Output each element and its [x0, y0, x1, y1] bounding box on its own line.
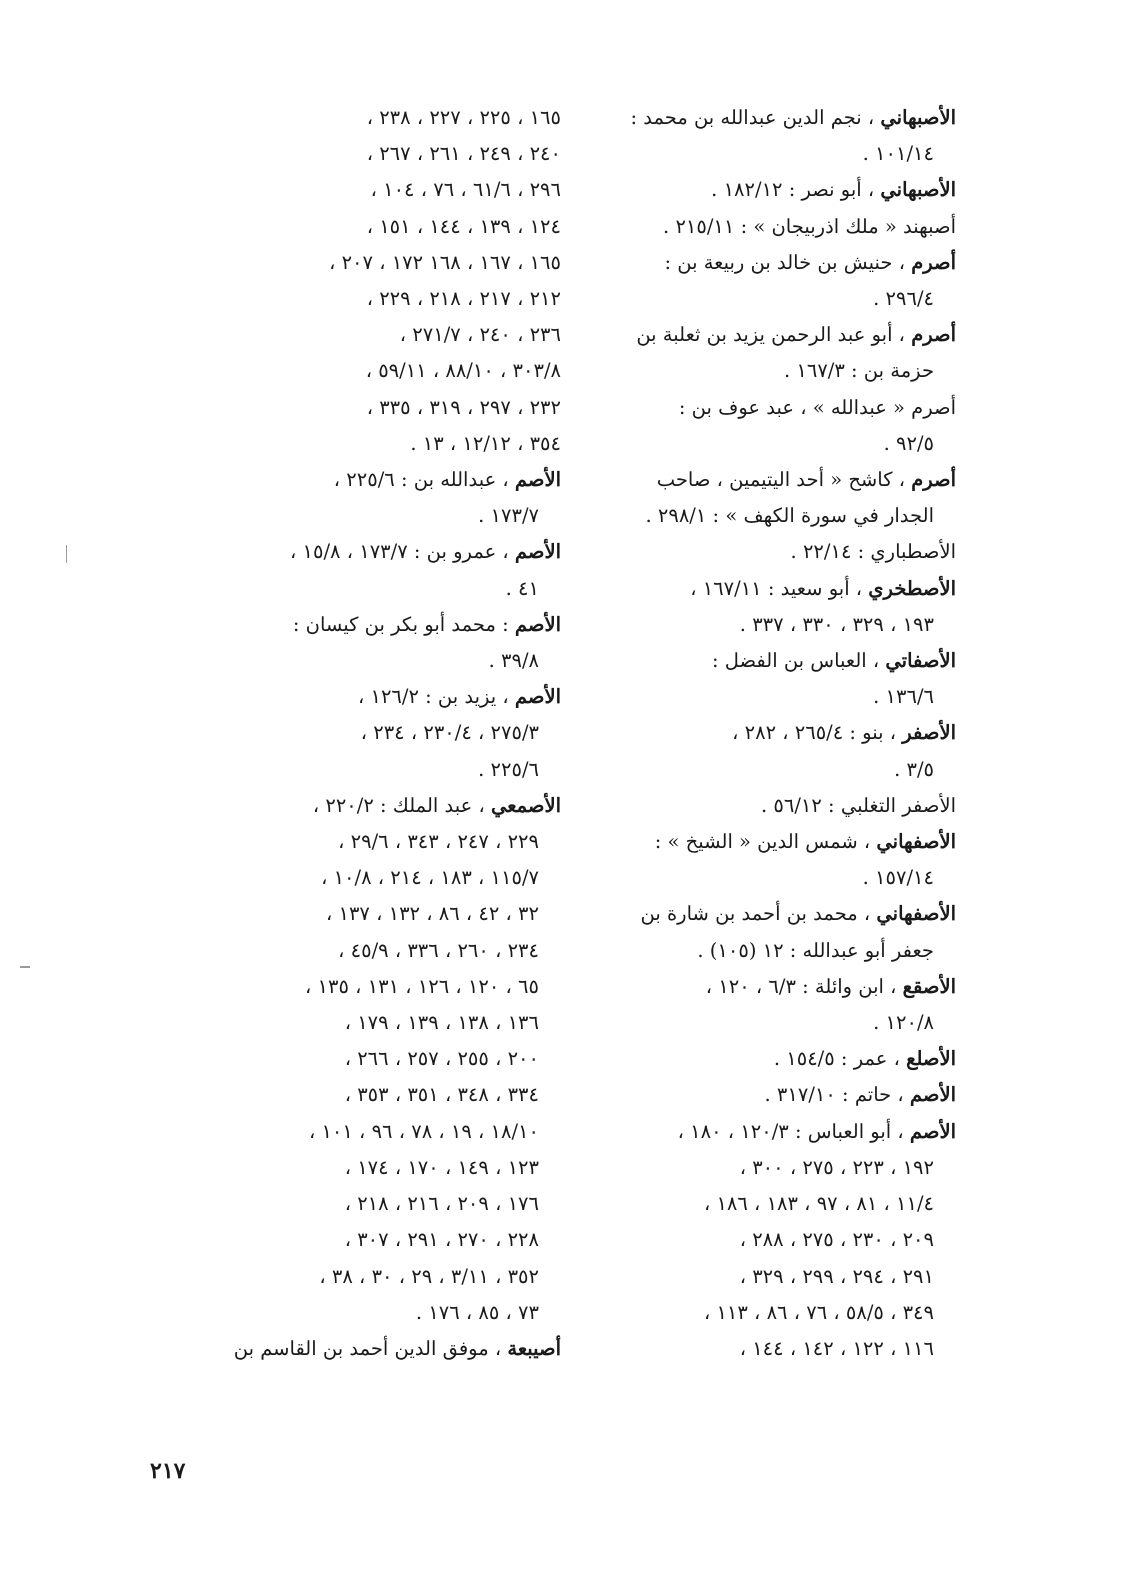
- entry-headword: الأصم: [909, 1119, 956, 1143]
- entry-line: [223, 136, 561, 172]
- entry-text: ٢٢٥/٦ .: [478, 757, 539, 781]
- entry-text: الأصفر التغلبي : ٥٦/١٢ .: [760, 793, 956, 817]
- index-entry: [223, 607, 561, 679]
- entry-text: ، عمرو بن : ١٧٣/٧ ، ١٥/٨ ،: [290, 540, 515, 564]
- entry-headword: الأصفر: [902, 721, 956, 745]
- entry-text: ١٩٣ ، ٣٢٩ ، ٣٣٠ ، ٣٣٧ .: [739, 612, 934, 636]
- entry-text: ، محمد بن أحمد بن شارة بن: [640, 902, 877, 926]
- entry-text: ٢١٢ ، ٢١٧ ، ٢١٨ ، ٢٢٩ ،: [366, 287, 561, 311]
- entry-line: [223, 1150, 561, 1186]
- entry-line: [611, 534, 956, 570]
- index-entry: [223, 534, 561, 606]
- entry-text: ، عبدالله بن : ٢٢٥/٦ ،: [333, 468, 515, 492]
- entry-line: [223, 896, 561, 932]
- index-entry: [611, 209, 956, 245]
- entry-headword: أصيبعة: [507, 1336, 561, 1360]
- entry-headword: الأصبهاني: [880, 178, 956, 202]
- entry-headword: أصرم: [911, 250, 956, 274]
- entry-line: [223, 1259, 561, 1295]
- index-entry: [223, 1331, 561, 1367]
- entry-line: [611, 1295, 956, 1331]
- entry-line: [223, 1186, 561, 1222]
- entry-headword: الأصفهاني: [876, 902, 956, 926]
- entry-line: [611, 172, 956, 208]
- entry-line: [223, 317, 561, 353]
- entry-headword: الأصمعي: [490, 793, 561, 817]
- entry-headword: الأصم: [514, 540, 561, 564]
- entry-line: [223, 824, 561, 860]
- entry-line: [223, 788, 561, 824]
- entry-text: ١٨/١٠ ، ١٩ ، ٧٨ ، ٩٦ ، ١٠١ ،: [308, 1119, 539, 1143]
- index-entry: [611, 824, 956, 896]
- entry-line: [223, 390, 561, 426]
- entry-text: ، العباس بن الفضل :: [711, 649, 886, 673]
- entry-line: [611, 679, 956, 715]
- entry-line: [611, 498, 956, 534]
- entry-text: ٧٣ ، ٨٥ ، ١٧٦ .: [415, 1300, 539, 1324]
- entry-line: [611, 1005, 956, 1041]
- entry-text: ٣/٥ .: [894, 757, 934, 781]
- scan-speck: [20, 966, 30, 968]
- right-column: [611, 100, 956, 1367]
- entry-line: [611, 136, 956, 172]
- entry-line: [223, 1041, 561, 1077]
- entry-line: [611, 643, 956, 679]
- entry-text: حزمة بن : ١٦٧/٣ .: [783, 359, 934, 383]
- entry-headword: الأصفاتي: [885, 649, 956, 673]
- index-entry: [223, 679, 561, 788]
- entry-line: [611, 1150, 956, 1186]
- entry-line: [611, 426, 956, 462]
- index-entry: [223, 788, 561, 1331]
- index-entry: [611, 534, 956, 570]
- entry-text: ، كاشح « أحد اليتيمين ، صاحب: [656, 468, 912, 492]
- index-entry: [611, 1077, 956, 1113]
- entry-line: [611, 209, 956, 245]
- entry-text: جعفر أبو عبدالله : ١٢ (١٠٥) .: [697, 938, 934, 962]
- index-entry: [611, 317, 956, 389]
- entry-line: [223, 1114, 561, 1150]
- entry-line: [223, 969, 561, 1005]
- entry-line: [223, 172, 561, 208]
- entry-line: [223, 281, 561, 317]
- entry-text: ١٥٧/١٤ .: [862, 866, 934, 890]
- entry-text: ٣٥٤ ، ١٢/١٢ ، ١٣ .: [410, 431, 561, 455]
- entry-line: [611, 969, 956, 1005]
- entry-text: ١١٥/٧ ، ١٨٣ ، ٢١٤ ، ١٠/٨ ،: [321, 866, 539, 890]
- entry-line: [223, 1295, 561, 1331]
- entry-text: ٤١ .: [505, 576, 539, 600]
- entry-line: [223, 933, 561, 969]
- entry-text: ، أبو عبد الرحمن يزيد بن ثعلبة بن: [636, 323, 912, 347]
- entry-headword: الأصم: [514, 685, 561, 709]
- entry-line: [611, 715, 956, 751]
- entry-line: [223, 571, 561, 607]
- entry-text: ٣٠٣/٨ ، ٨٨/١٠ ، ٥٩/١١ ،: [365, 359, 561, 383]
- entry-text: ٣٩/٨ .: [488, 649, 539, 673]
- entry-line: [611, 607, 956, 643]
- entry-text: ٢٠٠ ، ٢٥٥ ، ٢٥٧ ، ٢٦٦ ،: [344, 1047, 539, 1071]
- index-entry: [611, 715, 956, 787]
- entry-text: ، عبد الملك : ٢٢٠/٢ ،: [312, 793, 491, 817]
- scan-speck: [66, 545, 67, 563]
- entry-line: [223, 715, 561, 751]
- entry-line: [223, 1222, 561, 1258]
- entry-line: [611, 1077, 956, 1113]
- entry-line: [611, 860, 956, 896]
- entry-text: ١٦٥ ، ١٦٧ ، ١٦٨ ١٧٢ ، ٢٠٧ ،: [329, 250, 561, 274]
- entry-line: [223, 100, 561, 136]
- entry-text: أصرم « عبدالله » ، عبد عوف بن :: [678, 395, 956, 419]
- entry-text: ٣٣٤ ، ٣٤٨ ، ٣٥١ ، ٣٥٣ ،: [344, 1083, 539, 1107]
- entry-text: ١٠١/١٤ .: [862, 142, 934, 166]
- index-entry-continuation: [223, 100, 561, 462]
- entry-headword: الأصم: [909, 1083, 956, 1107]
- entry-line: [223, 209, 561, 245]
- entry-text: ٢٧٥/٣ ، ٢٣٠/٤ ، ٢٣٤ ،: [360, 721, 539, 745]
- entry-line: [611, 824, 956, 860]
- entry-line: [223, 860, 561, 896]
- entry-text: ١٢٤ ، ١٣٩ ، ١٤٤ ، ١٥١ ،: [366, 214, 561, 238]
- entry-text: ٦٥ ، ١٢٠ ، ١٢٦ ، ١٣١ ، ١٣٥ ،: [305, 974, 539, 998]
- index-entry: [223, 462, 561, 534]
- entry-text: ٢٠٩ ، ٢٣٠ ، ٢٧٥ ، ٢٨٨ ،: [739, 1228, 934, 1252]
- entry-headword: الأصلع: [906, 1047, 956, 1071]
- entry-text: : محمد أبو بكر بن كيسان :: [292, 612, 515, 636]
- entry-text: ، عمر : ١٥٤/٥ .: [773, 1047, 907, 1071]
- entry-text: ١٧٣/٧ .: [478, 504, 539, 528]
- entry-text: ، بنو : ٢٦٥/٤ ، ٢٨٢ ،: [732, 721, 903, 745]
- entry-text: ٢٩١ ، ٢٩٤ ، ٢٩٩ ، ٣٢٩ ،: [739, 1264, 934, 1288]
- entry-line: [611, 571, 956, 607]
- index-entry: [611, 896, 956, 968]
- entry-line: [611, 933, 956, 969]
- entry-text: ، ابن وائلة : ٦/٣ ، ١٢٠ ،: [705, 974, 903, 998]
- entry-line: [611, 317, 956, 353]
- entry-text: ٢٣٦ ، ٢٤٠ ، ٢٧١/٧ ،: [399, 323, 561, 347]
- entry-line: [611, 788, 956, 824]
- entry-text: ٩٢/٥ .: [883, 431, 934, 455]
- entry-text: ٢٢٩ ، ٢٤٧ ، ٣٤٣ ، ٢٩/٦ ،: [338, 830, 539, 854]
- entry-line: [611, 353, 956, 389]
- index-entry: [611, 390, 956, 462]
- index-entry: [611, 571, 956, 643]
- entry-text: ٣٥٢ ، ٣/١١ ، ٢٩ ، ٣٠ ، ٣٨ ،: [319, 1264, 539, 1288]
- entry-line: [223, 752, 561, 788]
- entry-text: ٢٢٨ ، ٢٧٠ ، ٢٩١ ، ٣٠٧ ،: [344, 1228, 539, 1252]
- entry-line: [223, 245, 561, 281]
- index-entry: [611, 643, 956, 715]
- entry-text: ١٩٢ ، ٢٢٣ ، ٢٧٥ ، ٣٠٠ ،: [739, 1155, 934, 1179]
- entry-text: ١٢٣ ، ١٤٩ ، ١٧٠ ، ١٧٤ ،: [344, 1155, 539, 1179]
- entry-text: ٢٣٢ ، ٢٩٧ ، ٣١٩ ، ٣٣٥ ،: [366, 395, 561, 419]
- entry-line: [611, 462, 956, 498]
- index-entry: [611, 245, 956, 317]
- left-column: [223, 100, 561, 1367]
- entry-text: ٢٣٤ ، ٢٦٠ ، ٣٣٦ ، ٤٥/٩ ،: [338, 938, 539, 962]
- entry-text: ١٧٦ ، ٢٠٩ ، ٢١٦ ، ٢١٨ ،: [344, 1192, 539, 1216]
- entry-text: ، نجم الدين عبدالله بن محمد :: [630, 106, 881, 129]
- entry-line: [611, 1259, 956, 1295]
- entry-text: ١١/٤ ، ٨١ ، ٩٧ ، ١٨٣ ، ١٨٦ ،: [703, 1192, 934, 1216]
- entry-line: [223, 1005, 561, 1041]
- entry-line: [223, 534, 561, 570]
- entry-text: ، حاتم : ٣١٧/١٠ .: [764, 1083, 910, 1107]
- entry-text: ١١٦ ، ١٢٢ ، ١٤٢ ، ١٤٤ ،: [739, 1336, 934, 1360]
- entry-text: ، أبو سعيد : ١٦٧/١١ ،: [690, 576, 869, 600]
- entry-text: ٢٩٦ ، ٦١/٦ ، ٧٦ ، ١٠٤ ،: [370, 178, 561, 202]
- entry-line: [611, 896, 956, 932]
- index-entry: [611, 969, 956, 1041]
- index-entry: [611, 788, 956, 824]
- entry-line: [611, 100, 956, 136]
- entry-line: [223, 1331, 561, 1367]
- entry-line: [611, 752, 956, 788]
- entry-line: [223, 1077, 561, 1113]
- entry-text: ١٣٦/٦ .: [873, 685, 934, 709]
- entry-line: [611, 1114, 956, 1150]
- entry-line: [223, 643, 561, 679]
- index-entry: [611, 1114, 956, 1367]
- entry-line: [611, 1222, 956, 1258]
- entry-text: ٢٤٠ ، ٢٤٩ ، ٢٦١ ، ٢٦٧ ،: [366, 142, 561, 166]
- entry-text: ١٦٥ ، ٢٢٥ ، ٢٢٧ ، ٢٣٨ ،: [366, 106, 561, 129]
- index-entry: [611, 172, 956, 208]
- page-number: ٢١٧: [150, 1458, 186, 1484]
- index-entry: [611, 100, 956, 172]
- entry-line: [223, 498, 561, 534]
- entry-text: ، موفق الدين أحمد بن القاسم بن: [233, 1336, 508, 1360]
- entry-headword: الأصبهاني: [880, 106, 956, 129]
- entry-text: ٣٢ ، ٤٢ ، ٨٦ ، ١٣٢ ، ١٣٧ ،: [325, 902, 539, 926]
- entry-line: [223, 607, 561, 643]
- entry-line: [223, 426, 561, 462]
- entry-headword: الأصقع: [902, 974, 956, 998]
- entry-text: ، يزيد بن : ١٢٦/٢ ،: [357, 685, 515, 709]
- entry-line: [223, 353, 561, 389]
- entry-text: الأصطباري : ٢٢/١٤ .: [790, 540, 956, 564]
- entry-headword: الأصم: [514, 612, 561, 636]
- entry-headword: الأصفهاني: [876, 830, 956, 854]
- entry-line: [611, 281, 956, 317]
- entry-text: ٢٩٦/٤ .: [873, 287, 934, 311]
- entry-text: ، حنيش بن خالد بن ربيعة بن :: [664, 250, 912, 274]
- entry-text: ٣٤٩ ، ٥٨/٥ ، ٧٦ ، ٨٦ ، ١١٣ ،: [703, 1300, 934, 1324]
- entry-line: [611, 245, 956, 281]
- entry-headword: الأصطخري: [868, 576, 956, 600]
- entry-line: [223, 679, 561, 715]
- entry-line: [611, 1186, 956, 1222]
- index-entry: [611, 1041, 956, 1077]
- entry-text: ، شمس الدين « الشيخ » :: [654, 830, 877, 854]
- entry-line: [223, 462, 561, 498]
- entry-text: ، أبو نصر : ١٨٢/١٢ .: [711, 178, 881, 202]
- entry-text: ١٣٦ ، ١٣٨ ، ١٣٩ ، ١٧٩ ،: [344, 1011, 539, 1035]
- entry-headword: الأصم: [514, 468, 561, 492]
- entry-line: [611, 390, 956, 426]
- entry-headword: أصرم: [911, 323, 956, 347]
- entry-text: ١٢٠/٨ .: [873, 1011, 934, 1035]
- entry-line: [611, 1041, 956, 1077]
- entry-headword: أصرم: [911, 468, 956, 492]
- entry-line: [611, 1331, 956, 1367]
- entry-text: أصبهند « ملك اذربيجان » : ٢١٥/١١ .: [663, 214, 956, 238]
- index-entry: [611, 462, 956, 534]
- entry-text: ، أبو العباس : ١٢٠/٣ ، ١٨٠ ،: [677, 1119, 910, 1143]
- entry-text: الجدار في سورة الكهف » : ٢٩٨/١ .: [645, 504, 934, 528]
